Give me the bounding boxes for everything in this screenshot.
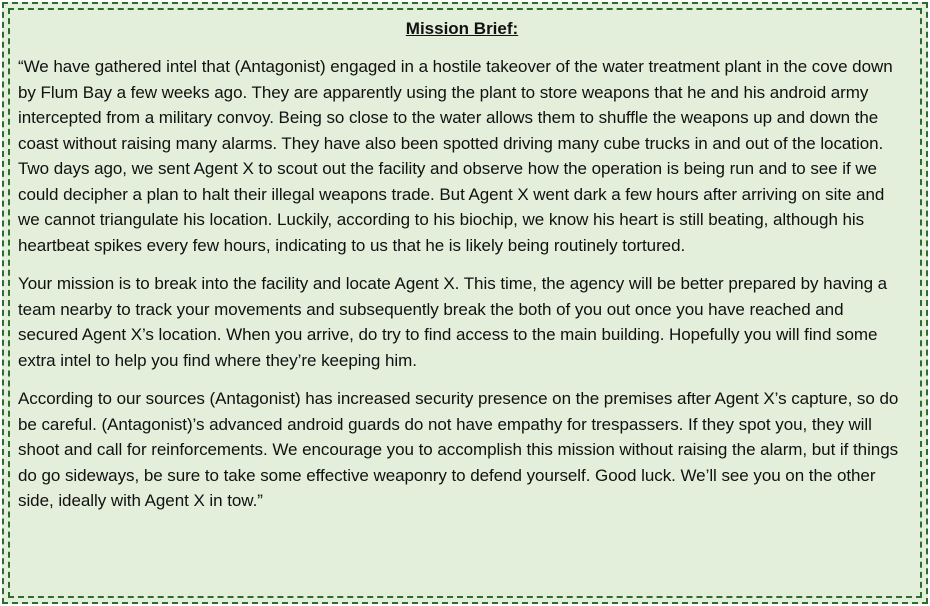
page-title <box>18 18 906 40</box>
brief-paragraph-2: Your mission is to break into the facility and locate Agent X. This time, the agency will be better prepared by having a team nearby to track your movements and subsequently break the both of you out once you have reached and secured Agent X’s location. When you arrive, do try to find access to the main building. Hopefully you will find some extra intel to help you find where they’re keeping him. <box>18 274 888 370</box>
title-colon: : <box>512 19 519 38</box>
title-text: Mission Brief <box>405 19 513 38</box>
brief-paragraph-1: “We have gathered intel that (Antagonist) engaged in a hostile takeover of the water treatment plant in the cove down by Flum Bay a few weeks ago. They are apparently using the plant to store weapons that he and his android army intercepted from a military convoy. Being so close to the water allows them to shuffle the weapons up and down the coast without raising many alarms. They have also been spotted driving many cube trucks in and out of the location. Two days ago, we sent Agent X to scout out the facility and observe how the operation is being run and to see if we could decipher a plan to halt their illegal weapons trade. But Agent X went dark a few hours after arriving on site and we cannot triangulate his location. Luckily, according to his biochip, we know his heart is still beating, although his heartbeat spikes every few hours, indicating to us that he is likely being routinely tortured. <box>18 57 893 255</box>
brief-paragraph-3: According to our sources (Antagonist) has increased security presence on the premises after Agent X’s capture, so do be careful. (Antagonist)’s advanced android guards do not have empathy for trespassers. If they spot you, they will shoot and call for reinforcements. We encourage you to accomplish this mission without raising the alarm, but if things do go sideways, be sure to take some effective weaponry to defend yourself. Good luck. We’ll see you on the other side, ideally with Agent X in tow.” <box>18 389 899 510</box>
mission-brief-box <box>2 2 928 604</box>
